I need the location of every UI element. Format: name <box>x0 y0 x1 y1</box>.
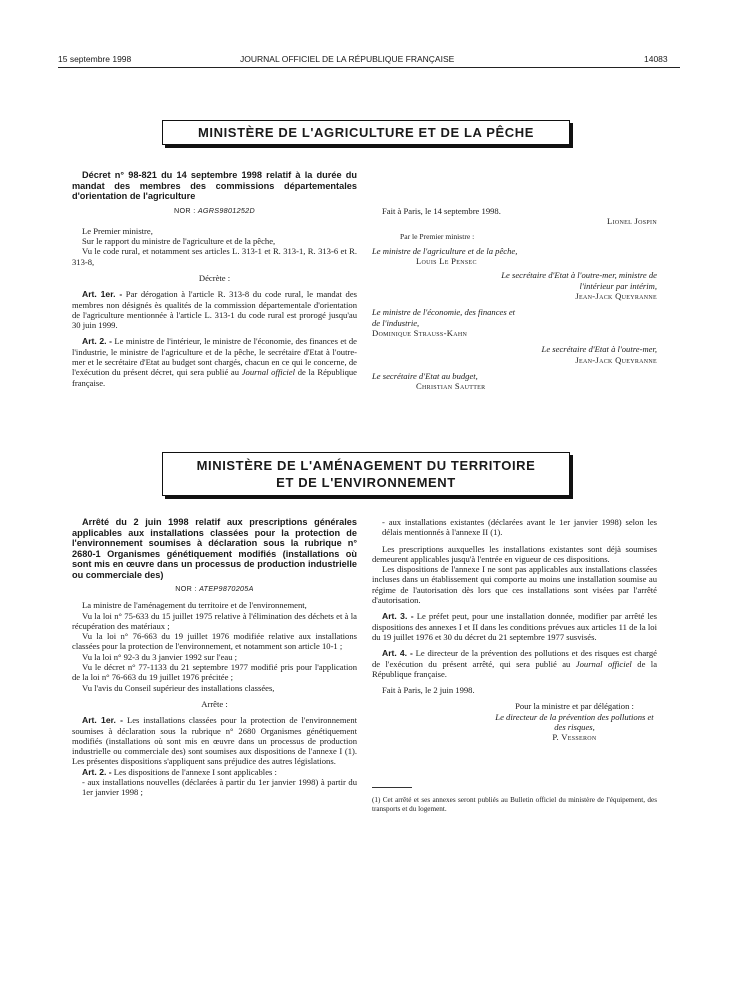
arrete-article-1 <box>72 715 357 766</box>
arrete-preamble-6: Vu l'avis du Conseil supérieur des installations classées, <box>82 682 275 693</box>
decree-article-2 <box>72 336 357 387</box>
arrete-article-4-label: Art. 4. - <box>382 648 413 659</box>
signature-2-name: Jean-Jack Queyranne <box>575 291 657 302</box>
decree-title: Décret n° 98-821 du 14 septembre 1998 relatif à la durée du mandat des membres des commissions départementales d'orientation de l'agriculture <box>72 170 357 201</box>
arrete-article-3-text: Le préfet peut, pour une installation donnée, modifier par arrêté les dispositions des annexes I et II dans les conditions prévues aux articles 11 de la loi du 19 juillet 1976 et 30 du décret du 21 septembre 1977 susvisés. <box>372 611 657 642</box>
decree-signature-block-1 <box>372 246 657 267</box>
arrete-signature-block <box>372 701 657 742</box>
decree-nor <box>72 206 357 216</box>
decree-article-2-text: Le ministre de l'intérieur, le ministre de l'économie, des finances et de l'industrie, le ministre de l'agriculture et de la pêche, le secrétaire d'Etat à l'outre-mer et le secrétaire d'Etat au budget sont chargés, chacun en ce qui le concerne, de l'exécution du présent décret, qui sera publié au <box>72 336 357 378</box>
decree-nor-code: AGRS9801252D <box>197 205 255 215</box>
signature-1-name: Louis Le Pensec <box>416 256 477 267</box>
decree-article-2-label: Art. 2. - <box>82 336 113 347</box>
ministry-banner-environment-line-2: ET DE L'ENVIRONNEMENT <box>276 475 456 490</box>
arrete-right-column <box>372 517 657 814</box>
decree-nor-label: NOR : <box>174 205 196 215</box>
header-page-number: 14083 <box>644 54 668 64</box>
decree-article-1-text: Par dérogation à l'article R. 313-8 du code rural, le mandat des membres non désignés ès qualités de la commission départementale d'orientation de l'agriculture mentionnée à l'article L. 313-1 du code rural est prorogé jusqu'au 30 juin 1999. <box>72 289 357 331</box>
arrete-sign-name: P. Vesseron <box>552 732 597 743</box>
decree-decrete: Décrète : <box>198 272 231 283</box>
header-date: 15 septembre 1998 <box>58 54 132 64</box>
decree-preamble-1: Le Premier ministre, <box>82 225 153 236</box>
decree-preamble-2: Sur le rapport du ministre de l'agriculture et de la pêche, <box>82 236 276 247</box>
arrete-title: Arrêté du 2 juin 1998 relatif aux prescriptions générales applicables aux installations classées pour la protection de l'environnement soumises à déclaration sous la rubrique n° 2680-1 Organismes génétiquement modifiés (installations où sont mis en œuvre dans un processus de production industrielle ou commerciale des) <box>72 517 357 580</box>
arrete-preamble-4: Vu la loi n° 92-3 du 3 janvier 1992 sur l'eau ; <box>82 651 238 662</box>
arrete-sign-role: Le directeur de la prévention des pollutions et des risques, <box>495 711 654 733</box>
arrete-done-at: Fait à Paris, le 2 juin 1998. <box>382 685 475 696</box>
arrete-article-2-text: Les dispositions de l'annexe I sont applicables : <box>113 766 277 777</box>
header-rule <box>58 67 680 68</box>
decree-done-at: Fait à Paris, le 14 septembre 1998. <box>382 206 501 216</box>
arrete-article-1-label: Art. 1er. - <box>82 715 123 726</box>
decree-signature-block-3 <box>372 307 522 338</box>
decree-right-column <box>372 206 657 391</box>
footnote-rule <box>372 787 412 788</box>
decree-preamble-3: Vu le code rural, et notamment ses articles L. 313-1 et R. 313-1, R. 313-6 et R. 313-8, <box>72 246 357 267</box>
decree-article-2-end: de la République française. <box>72 367 357 388</box>
arrete-nor-label: NOR : <box>175 584 197 593</box>
arrete-article-3-label: Art. 3. - <box>382 611 414 622</box>
signature-4-name: Jean-Jack Queyranne <box>575 354 657 365</box>
arrete-footnote: (1) Cet arrêté et ses annexes seront publiés au Bulletin officiel du ministère de l'équipement, des transports et du logement. <box>372 795 657 813</box>
decree-signature-block-4 <box>372 344 657 365</box>
ministry-banner-environment-line-1: MINISTÈRE DE L'AMÉNAGEMENT DU TERRITOIRE <box>196 458 536 473</box>
arrete-article-2-label: Art. 2. - <box>82 766 112 777</box>
ministry-banner-agriculture <box>162 120 570 145</box>
arrete-article-2-item-2: - aux installations existantes (déclarées avant le 1er janvier 1998) selon les délais mentionnés à l'annexe II (1). <box>382 517 657 538</box>
decree-signatory: Lionel Jospin <box>607 216 657 227</box>
header-journal-title: JOURNAL OFFICIEL DE LA RÉPUBLIQUE FRANÇAISE <box>240 54 455 64</box>
arrete-article-3 <box>372 611 657 642</box>
decree-par-le: Par le Premier ministre : <box>400 231 475 241</box>
arrete-left-column <box>72 517 357 798</box>
signature-1-role: Le ministre de l'agriculture et de la pêche, <box>372 245 518 256</box>
arrete-article-2-item-1: - aux installations nouvelles (déclarées à partir du 1er janvier 1998) à partir du 1er janvier 1998 ; <box>82 777 357 798</box>
signature-4-role: Le secrétaire d'Etat à l'outre-mer, <box>541 344 657 355</box>
decree-article-1-label: Art. 1er. - <box>82 289 123 300</box>
ministry-banner-environment <box>162 452 570 496</box>
arrete-preamble-3: Vu la loi n° 76-663 du 19 juillet 1976 modifiée relative aux installations classées pour la protection de l'environnement, et notamment son article 10-1 ; <box>72 631 357 652</box>
arrete-article-4 <box>372 648 657 679</box>
decree-left-column <box>72 170 357 388</box>
signature-3-name: Dominique Strauss-Kahn <box>372 327 468 338</box>
arrete-para-b: Les dispositions de l'annexe I ne sont pas applicables aux installations classées incluses dans un établissement qui comporte au moins une installation soumise au régime de l'autorisation dès lors que ces installations sont visées par l'arrêté d'autorisation. <box>372 564 657 606</box>
arrete-nor <box>72 584 357 594</box>
arrete-article-4-journal: Journal officiel <box>575 658 632 669</box>
arrete-article-4-end: de la République française. <box>372 658 658 679</box>
signature-5-role: Le secrétaire d'Etat au budget, <box>372 370 478 381</box>
arrete-article-4-text: Le directeur de la prévention des pollutions et des risques est chargé de l'exécution du présent arrêté, qui sera publié au <box>372 648 657 669</box>
decree-article-1 <box>72 289 357 330</box>
arrete-article-2 <box>72 767 357 777</box>
decree-signature-block-2 <box>372 270 657 301</box>
arrete-nor-code: ATEP9870205A <box>199 584 254 593</box>
arrete-preamble-5: Vu le décret n° 77-1133 du 21 septembre 1977 modifié pris pour l'application de la loi n° 76-663 du 19 juillet 1976 précitée ; <box>72 662 357 683</box>
arrete-sign-for: Pour la ministre et par délégation : <box>515 701 634 712</box>
arrete-preamble-2: Vu la loi n° 75-633 du 15 juillet 1975 relative à l'élimination des déchets et à la récupération des matériaux ; <box>72 610 357 631</box>
signature-5-name: Christian Sautter <box>416 381 486 392</box>
arrete-para-a: Les prescriptions auxquelles les installations existantes sont déjà soumises demeurent applicables jusqu'à l'entrée en vigueur de ces dispositions. <box>372 543 657 564</box>
arrete-article-1-text: Les installations classées pour la protection de l'environnement soumises à déclaration sous la rubrique n° 2680 Organismes génétiquement modifiés (installations où sont mis en œuvre dans un processus de production industrielle ou commerciale des) sont soumises aux dispositions de l'annexe I (1). Les présentes dispositions s'appliquent sans préjudice des autres législations. <box>72 715 358 767</box>
ministry-banner-agriculture-text: MINISTÈRE DE L'AGRICULTURE ET DE LA PÊCHE <box>197 125 535 140</box>
decree-article-2-journal: Journal officiel <box>241 367 296 378</box>
arrete-arrete-label: Arrête : <box>201 698 228 709</box>
arrete-preamble-1: La ministre de l'aménagement du territoire et de l'environnement, <box>82 600 307 611</box>
decree-signature-block-5 <box>372 371 657 392</box>
signature-2-role: Le secrétaire d'Etat à l'outre-mer, ministre de l'intérieur par intérim, <box>501 270 657 291</box>
signature-3-role: Le ministre de l'économie, des finances et de l'industrie, <box>372 307 516 328</box>
